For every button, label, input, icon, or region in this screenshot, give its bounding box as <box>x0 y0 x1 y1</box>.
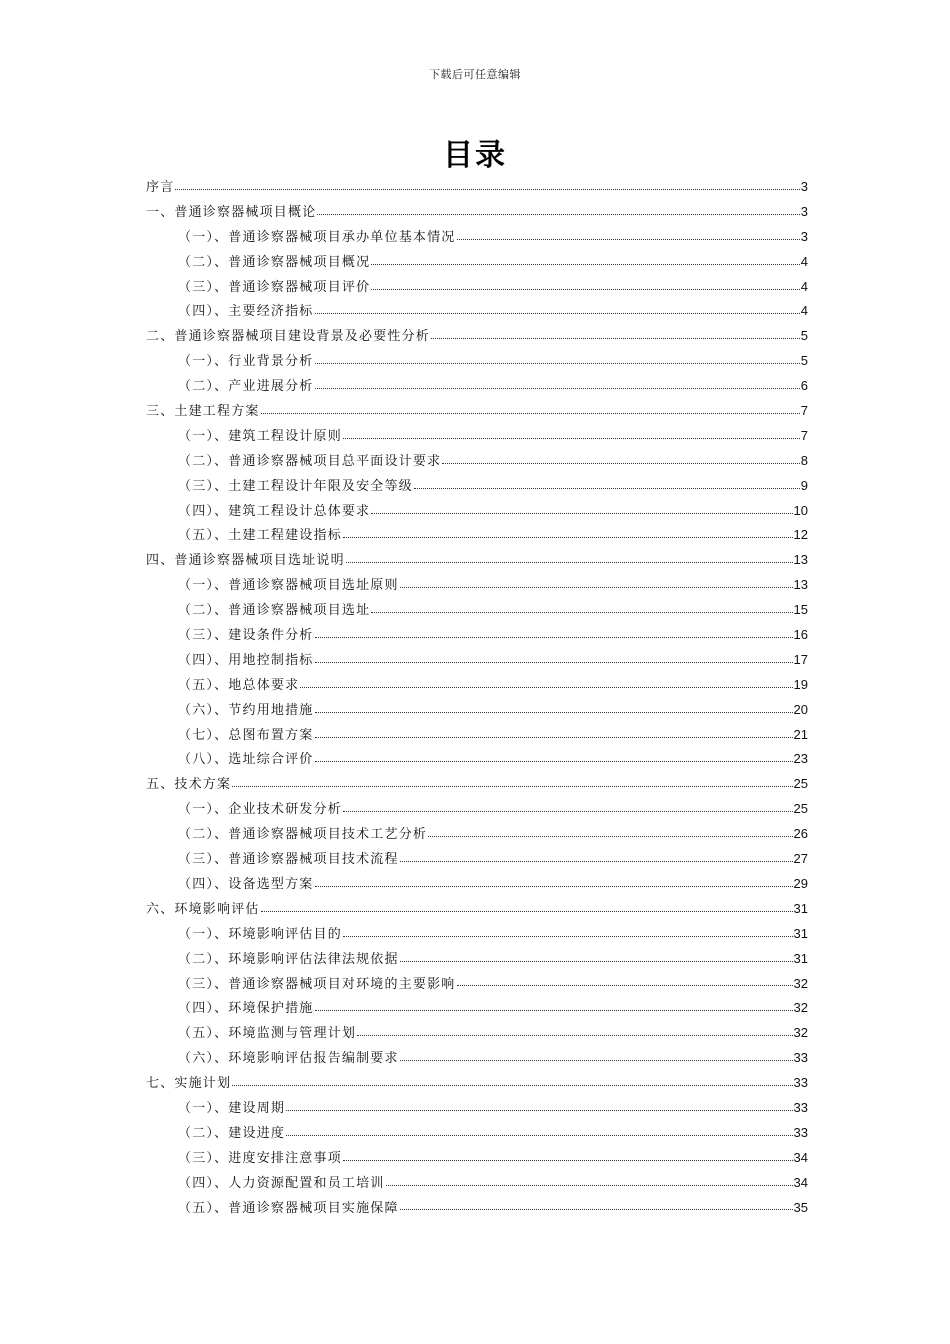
toc-entry[interactable] <box>146 175 808 200</box>
toc-entry[interactable] <box>146 548 808 573</box>
toc-entry-page-number: 13 <box>793 577 808 593</box>
toc-entry-label: （二）、普通诊察器械项目概况 <box>178 254 371 270</box>
toc-entry[interactable] <box>146 922 808 947</box>
toc-dot-leader <box>428 835 792 837</box>
toc-entry-label: （四）、用地控制指标 <box>178 652 314 668</box>
toc-entry-label: （八）、选址综合评价 <box>178 752 314 768</box>
toc-entry-label: （二）、普通诊察器械项目选址 <box>178 603 371 619</box>
toc-entry-label: （二）、产业进展分析 <box>178 379 314 395</box>
toc-entry[interactable] <box>146 399 808 424</box>
toc-entry-label: （一）、普通诊察器械项目承办单位基本情况 <box>178 229 456 245</box>
toc-entry[interactable] <box>146 1021 808 1046</box>
toc-dot-leader <box>300 686 792 688</box>
toc-entry-page-number: 9 <box>800 477 808 493</box>
toc-entry[interactable] <box>146 200 808 225</box>
toc-entry[interactable] <box>146 623 808 648</box>
toc-entry[interactable] <box>146 1121 808 1146</box>
toc-dot-leader <box>315 885 793 887</box>
toc-entry-label: （六）、环境影响评估报告编制要求 <box>178 1051 399 1067</box>
toc-entry[interactable] <box>146 897 808 922</box>
toc-entry[interactable] <box>146 872 808 897</box>
toc-entry-label: （二）、普通诊察器械项目总平面设计要求 <box>178 453 442 469</box>
toc-dot-leader <box>386 1184 793 1186</box>
toc-entry[interactable] <box>146 349 808 374</box>
toc-dot-leader <box>315 1009 793 1011</box>
toc-entry[interactable] <box>146 1046 808 1071</box>
toc-dot-leader <box>357 1034 792 1036</box>
toc-dot-leader <box>371 263 799 265</box>
toc-entry-label: 六、环境影响评估 <box>146 901 260 917</box>
toc-entry-page-number: 8 <box>800 452 808 468</box>
toc-dot-leader <box>400 1059 793 1061</box>
toc-entry-page-number: 33 <box>793 1099 808 1115</box>
toc-dot-leader <box>343 536 793 538</box>
toc-entry[interactable] <box>146 947 808 972</box>
toc-dot-leader <box>343 935 793 937</box>
toc-dot-leader <box>431 337 800 339</box>
toc-entry[interactable] <box>146 324 808 349</box>
toc-entry-page-number: 15 <box>793 602 808 618</box>
toc-entry-label: （四）、人力资源配置和员工培训 <box>178 1175 385 1191</box>
toc-entry-label: 七、实施计划 <box>146 1076 232 1092</box>
toc-entry[interactable] <box>146 1146 808 1171</box>
toc-dot-leader <box>371 512 792 514</box>
toc-entry-page-number: 31 <box>793 950 808 966</box>
toc-entry-page-number: 19 <box>793 676 808 692</box>
toc-dot-leader <box>315 636 793 638</box>
toc-entry[interactable] <box>146 747 808 772</box>
toc-entry-label: 三、土建工程方案 <box>146 404 260 420</box>
toc-entry-page-number: 31 <box>793 900 808 916</box>
toc-dot-leader <box>442 462 799 464</box>
toc-entry-label: （五）、环境监测与管理计划 <box>178 1026 357 1042</box>
toc-entry-label: （六）、节约用地措施 <box>178 702 314 718</box>
toc-entry-label: 四、普通诊察器械项目选址说明 <box>146 553 345 569</box>
toc-entry[interactable] <box>146 424 808 449</box>
toc-dot-leader <box>457 238 800 240</box>
toc-entry-label: （一）、普通诊察器械项目选址原则 <box>178 578 399 594</box>
toc-entry-page-number: 20 <box>793 701 808 717</box>
toc-entry[interactable] <box>146 299 808 324</box>
toc-entry-page-number: 25 <box>793 776 808 792</box>
toc-entry-page-number: 10 <box>793 502 808 518</box>
toc-dot-leader <box>414 487 800 489</box>
toc-entry[interactable] <box>146 573 808 598</box>
toc-entry-label: （一）、建筑工程设计原则 <box>178 428 342 444</box>
table-of-contents <box>146 175 808 1220</box>
toc-entry-page-number: 33 <box>793 1124 808 1140</box>
toc-entry-page-number: 5 <box>800 328 808 344</box>
toc-entry-label: （七）、总图布置方案 <box>178 727 314 743</box>
toc-entry-label: 一、普通诊察器械项目概论 <box>146 204 317 220</box>
toc-entry[interactable] <box>146 250 808 275</box>
toc-entry-label: （二）、环境影响评估法律法规依据 <box>178 951 399 967</box>
toc-dot-leader <box>400 586 793 588</box>
toc-dot-leader <box>400 960 793 962</box>
toc-entry[interactable] <box>146 648 808 673</box>
toc-entry-page-number: 3 <box>800 228 808 244</box>
toc-entry[interactable] <box>146 474 808 499</box>
toc-entry-page-number: 5 <box>800 353 808 369</box>
toc-dot-leader <box>286 1134 792 1136</box>
toc-dot-leader <box>315 711 793 713</box>
toc-entry-label: （三）、土建工程设计年限及安全等级 <box>178 478 413 494</box>
toc-entry-page-number: 3 <box>800 203 808 219</box>
toc-entry[interactable] <box>146 598 808 623</box>
toc-entry-label: 序言 <box>146 180 175 195</box>
toc-entry-page-number: 33 <box>793 1075 808 1091</box>
toc-dot-leader <box>315 362 800 364</box>
toc-entry-page-number: 27 <box>793 851 808 867</box>
toc-entry-page-number: 13 <box>793 552 808 568</box>
toc-entry-label: （四）、建筑工程设计总体要求 <box>178 503 371 519</box>
toc-entry-label: （一）、建设周期 <box>178 1100 286 1116</box>
toc-entry-label: （三）、普通诊察器械项目评价 <box>178 279 371 295</box>
toc-entry-page-number: 6 <box>800 378 808 394</box>
page-title: 目录 <box>443 138 507 173</box>
toc-dot-leader <box>286 1109 792 1111</box>
toc-dot-leader <box>400 1208 793 1210</box>
toc-entry-label: 二、普通诊察器械项目建设背景及必要性分析 <box>146 329 431 345</box>
toc-entry[interactable] <box>146 822 808 847</box>
toc-entry-page-number: 4 <box>800 303 808 319</box>
toc-entry[interactable] <box>146 698 808 723</box>
toc-entry[interactable] <box>146 1071 808 1096</box>
toc-entry-page-number: 25 <box>793 801 808 817</box>
toc-dot-leader <box>232 1084 792 1086</box>
toc-entry-label: （三）、进度安排注意事项 <box>178 1150 342 1166</box>
toc-entry-label: （一）、企业技术研发分析 <box>178 802 342 818</box>
toc-dot-leader <box>343 437 800 439</box>
toc-dot-leader <box>232 785 792 787</box>
toc-entry[interactable] <box>146 1096 808 1121</box>
toc-entry-label: （二）、普通诊察器械项目技术工艺分析 <box>178 827 428 843</box>
toc-entry-page-number: 7 <box>800 403 808 419</box>
toc-entry[interactable] <box>146 723 808 748</box>
toc-dot-leader <box>346 561 793 563</box>
toc-entry-label: （四）、环境保护措施 <box>178 1001 314 1017</box>
toc-entry-page-number: 17 <box>793 651 808 667</box>
toc-entry-label: （二）、建设进度 <box>178 1125 286 1141</box>
toc-entry[interactable] <box>146 996 808 1021</box>
toc-dot-leader <box>315 760 793 762</box>
toc-entry[interactable] <box>146 1196 808 1221</box>
toc-dot-leader <box>261 910 793 912</box>
toc-entry-page-number: 21 <box>793 726 808 742</box>
toc-dot-leader <box>317 213 799 215</box>
toc-entry[interactable] <box>146 772 808 797</box>
toc-entry[interactable] <box>146 225 808 250</box>
toc-dot-leader <box>175 188 799 190</box>
toc-dot-leader <box>343 1159 793 1161</box>
toc-entry-label: （五）、地总体要求 <box>178 677 300 693</box>
toc-entry-label: （五）、普通诊察器械项目实施保障 <box>178 1200 399 1216</box>
toc-dot-leader <box>371 288 799 290</box>
toc-entry-label: （三）、普通诊察器械项目对环境的主要影响 <box>178 976 456 992</box>
toc-entry-page-number: 34 <box>793 1149 808 1165</box>
toc-entry[interactable] <box>146 673 808 698</box>
toc-entry-label: （四）、主要经济指标 <box>178 304 314 320</box>
toc-entry-page-number: 34 <box>793 1174 808 1190</box>
toc-entry-label: （一）、行业背景分析 <box>178 354 314 370</box>
toc-dot-leader <box>343 810 793 812</box>
toc-entry-page-number: 35 <box>793 1199 808 1215</box>
toc-entry-label: （三）、建设条件分析 <box>178 628 314 644</box>
toc-entry[interactable] <box>146 1171 808 1196</box>
toc-entry-label: （五）、土建工程建设指标 <box>178 528 342 544</box>
toc-entry-page-number: 23 <box>793 751 808 767</box>
toc-entry-page-number: 12 <box>793 527 808 543</box>
toc-entry-label: 五、技术方案 <box>146 777 232 793</box>
toc-entry[interactable] <box>146 275 808 300</box>
toc-entry-page-number: 4 <box>800 253 808 269</box>
toc-dot-leader <box>261 412 800 414</box>
toc-entry-page-number: 32 <box>793 1000 808 1016</box>
toc-entry-page-number: 3 <box>800 179 808 194</box>
toc-entry[interactable] <box>146 449 808 474</box>
toc-entry-page-number: 32 <box>793 1025 808 1041</box>
toc-entry-page-number: 26 <box>793 826 808 842</box>
toc-dot-leader <box>315 661 793 663</box>
toc-entry-page-number: 32 <box>793 975 808 991</box>
toc-entry-label: （三）、普通诊察器械项目技术流程 <box>178 852 399 868</box>
toc-dot-leader <box>457 984 793 986</box>
toc-entry-label: （四）、设备选型方案 <box>178 876 314 892</box>
toc-entry-page-number: 7 <box>800 427 808 443</box>
toc-entry[interactable] <box>146 847 808 872</box>
header-note: 下载后可任意编辑 <box>429 68 521 81</box>
toc-entry-page-number: 16 <box>793 627 808 643</box>
toc-dot-leader <box>400 860 793 862</box>
toc-dot-leader <box>315 312 800 314</box>
toc-entry[interactable] <box>146 374 808 399</box>
toc-entry[interactable] <box>146 972 808 997</box>
toc-entry[interactable] <box>146 797 808 822</box>
toc-dot-leader <box>315 736 793 738</box>
toc-entry-label: （一）、环境影响评估目的 <box>178 926 342 942</box>
toc-entry-page-number: 31 <box>793 925 808 941</box>
toc-entry[interactable] <box>146 499 808 524</box>
toc-entry-page-number: 29 <box>793 875 808 891</box>
toc-dot-leader <box>371 611 792 613</box>
toc-dot-leader <box>315 387 800 389</box>
toc-entry-page-number: 4 <box>800 278 808 294</box>
toc-entry[interactable] <box>146 523 808 548</box>
toc-entry-page-number: 33 <box>793 1050 808 1066</box>
